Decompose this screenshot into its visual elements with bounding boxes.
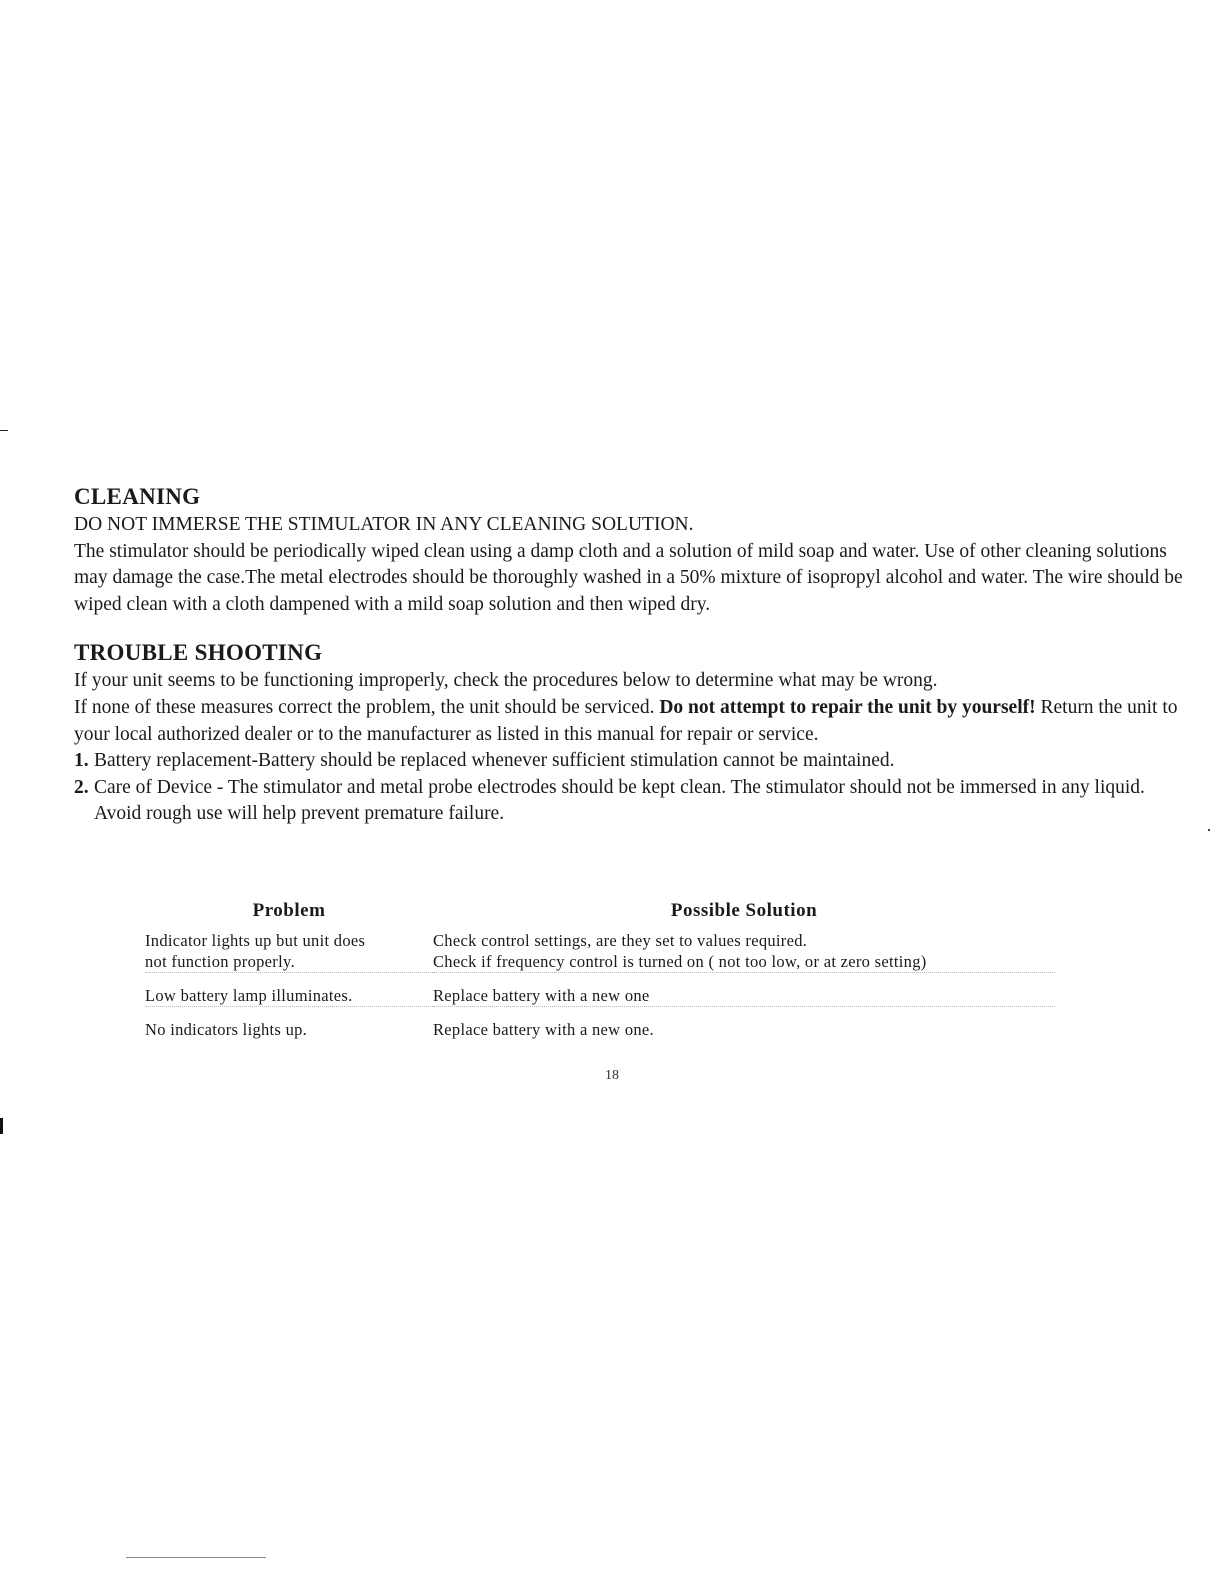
scan-artifact-mark <box>0 1118 3 1134</box>
main-content <box>74 482 1184 828</box>
problem-line: No indicators lights up. <box>145 1020 308 1039</box>
problem-line: Indicator lights up but unit does <box>145 931 366 950</box>
section-spacer <box>74 618 1184 638</box>
cleaning-warning: DO NOT IMMERSE THE STIMULATOR IN ANY CLEANING SOLUTION. <box>74 514 694 535</box>
problem-line: Low battery lamp illuminates. <box>145 986 353 1005</box>
solution-column-header: Possible Solution <box>670 900 818 921</box>
cleaning-heading: CLEANING <box>74 484 201 509</box>
table-row <box>145 930 1055 973</box>
problem-cell <box>145 1019 433 1040</box>
step-item <box>74 748 1184 775</box>
table-row <box>145 985 1055 1007</box>
intro-text-post: Return the unit to your local authorized dealer or to the manufacturer as listed in this manual for repair or service. <box>74 696 1178 745</box>
table-row <box>145 1019 1055 1040</box>
intro-text-pre: If none of these measures correct the problem, the unit should be serviced. <box>74 696 655 718</box>
trouble-shooting-steps <box>74 748 1184 828</box>
solution-cell <box>433 985 1055 1007</box>
step-item <box>74 775 1184 828</box>
problem-line: not function properly. <box>145 952 295 971</box>
solution-line: Check if frequency control is turned on ( not too low, or at zero setting) <box>433 952 927 971</box>
cleaning-body: The stimulator should be periodically wiped clean using a damp cloth and a solution of mild soap and water. Use of other cleaning solutions may damage the case.The metal electrodes should be thoroughly washed in a 50% mixture of isopropyl alcohol and water. The wire should be wiped clean with a cloth dampened with a mild soap solution and then wiped dry. <box>74 540 1183 615</box>
solution-line: Check control settings, are they set to values required. <box>433 931 808 950</box>
problem-cell <box>145 930 433 973</box>
troubleshooting-table-wrapper <box>145 898 1055 1040</box>
page-number: 18 <box>605 1068 619 1083</box>
step-number: 2. <box>74 776 89 798</box>
solution-line: Replace battery with a new one. <box>433 1020 654 1039</box>
trouble-shooting-intro-line1: If your unit seems to be functioning improperly, check the procedures below to determine what may be wrong. <box>74 670 938 692</box>
cleaning-section <box>74 482 1184 618</box>
row-separator <box>145 973 1055 986</box>
problem-cell <box>145 985 433 1007</box>
trouble-shooting-section <box>74 638 1184 828</box>
solution-cell <box>433 930 1055 973</box>
problem-column-header: Problem <box>252 900 326 921</box>
troubleshooting-table <box>145 898 1055 1040</box>
solution-cell <box>433 1019 1055 1040</box>
row-separator <box>145 1007 1055 1020</box>
trouble-shooting-heading: TROUBLE SHOOTING <box>74 640 323 666</box>
trouble-shooting-intro-line2 <box>74 695 1184 748</box>
table-header-row <box>145 898 1055 930</box>
scan-artifact-line <box>126 1557 266 1558</box>
scan-artifact-mark <box>0 430 8 431</box>
step-text: Care of Device - The stimulator and metal probe electrodes should be kept clean. The stimulator should not be immersed in any liquid. Avoid rough use will help prevent premature failure. <box>94 776 1145 825</box>
intro-warning-bold: Do not attempt to repair the unit by yourself! <box>659 696 1036 718</box>
step-number: 1. <box>74 750 89 772</box>
solution-line: Replace battery with a new one <box>433 986 650 1005</box>
step-text: Battery replacement-Battery should be replaced whenever sufficient stimulation cannot be maintained. <box>94 750 895 772</box>
scan-artifact-dot <box>1208 829 1210 831</box>
